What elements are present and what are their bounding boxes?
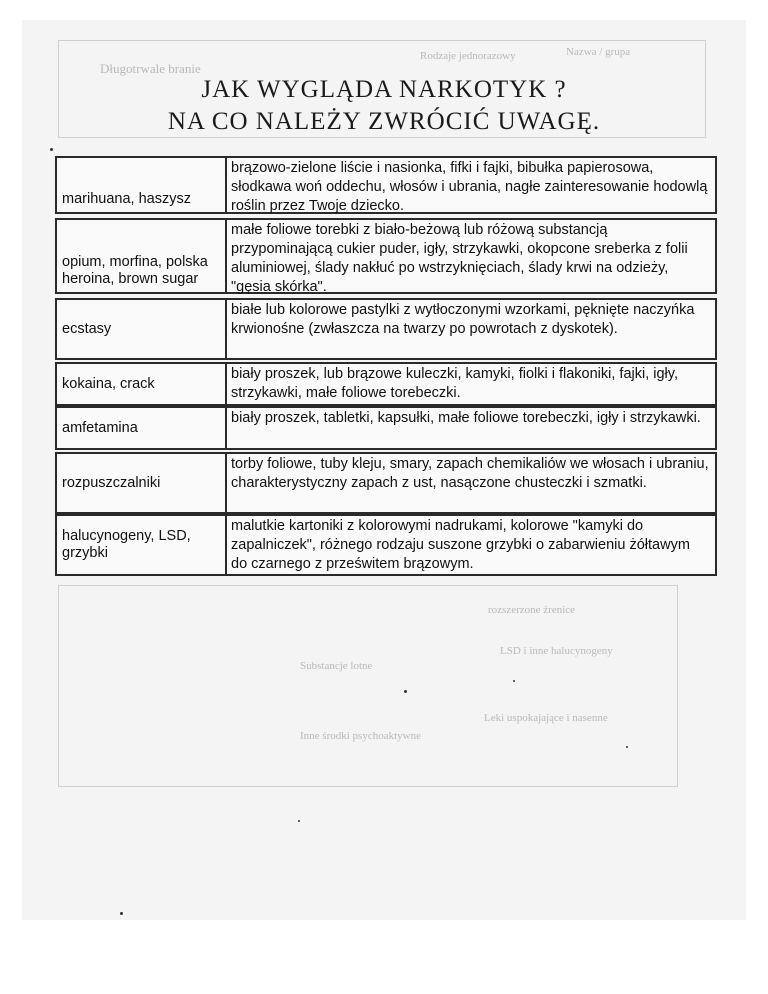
table-row — [55, 298, 717, 360]
scan-speck — [513, 680, 515, 682]
scan-speck — [404, 690, 407, 693]
scan-speck — [120, 912, 123, 915]
ghost-line-3: Substancje lotne — [300, 660, 373, 672]
ghost-line-4: Leki uspokajające i nasenne — [484, 712, 608, 724]
table-row — [55, 218, 717, 294]
scan-speck — [626, 746, 628, 748]
scan-speck — [298, 820, 300, 822]
table-row — [55, 156, 717, 214]
substance-name: kokaina, crack — [57, 364, 227, 404]
ghost-header-b: Rodzaje jednorazowy — [420, 50, 516, 62]
ghost-header-c: Długotrwale branie — [100, 61, 201, 76]
ghost-line-1: rozszerzone źrenice — [488, 604, 576, 616]
substance-signs: białe lub kolorowe pastylki z wytłoczonymi wzorkami, pęknięte naczyńka krwionośne (zwłaszcza na twarzy po powrotach z dyskotek). — [231, 302, 695, 337]
table-row — [55, 452, 717, 514]
substance-name: marihuana, haszysz — [57, 158, 227, 212]
table-row — [55, 406, 717, 450]
substance-name: opium, morfina, polska heroina, brown sugar — [57, 220, 227, 292]
substance-name: amfetamina — [57, 408, 227, 448]
substance-signs: malutkie kartoniki z kolorowymi nadrukami, kolorowe "kamyki do zapalniczek", różnego rodzaju suszone grzybki o zabarwieniu żółtawym do czarnego z prześwitem brązowym. — [231, 518, 690, 572]
scan-speck — [50, 148, 53, 151]
title-line-1: JAK WYGLĄDA NARKOTYK ? — [201, 76, 567, 103]
table-row — [55, 514, 717, 576]
substance-signs: torby foliowe, tuby kleju, smary, zapach chemikaliów we włosach i ubraniu, charakterystyczny zapach z ust, nasączone chusteczki i szmatki. — [231, 456, 709, 491]
substance-signs: biały proszek, tabletki, kapsułki, małe foliowe torebeczki, igły i strzykawki. — [231, 410, 701, 426]
substance-signs: małe foliowe torebki z biało-beżową lub różową substancją przypominającą cukier puder, igły, strzykawki, okopcone sreberka z folii aluminiowej, ślady nakłuć po wstrzyknięciach, ślady krwi na odzieży, "gęsia skórka". — [231, 222, 688, 295]
substance-signs: brązowo-zielone liście i nasionka, fifki i fajki, bibułka papierosowa, słodkawa woń oddechu, włosów i ubrania, nagłe zainteresowanie hodowlą roślin przez Twoje dziecko. — [231, 160, 708, 214]
substance-name: ecstasy — [57, 300, 227, 358]
ghost-line-2: LSD i inne halucynogeny — [500, 645, 613, 657]
table-row — [55, 362, 717, 406]
ghost-table-bottom — [58, 585, 678, 787]
ghost-line-5: Inne środki psychoaktywne — [300, 730, 421, 742]
substance-name: rozpuszczalniki — [57, 454, 227, 512]
title-line-2: NA CO NALEŻY ZWRÓCIĆ UWAGĘ. — [167, 108, 601, 135]
ghost-header-a: Nazwa / grupa — [566, 46, 631, 58]
substance-name: halucynogeny, LSD, grzybki — [57, 516, 227, 574]
substance-signs: biały proszek, lub brązowe kuleczki, kamyki, fiolki i flakoniki, fajki, igły, strzykawki, małe foliowe torebeczki. — [231, 366, 678, 401]
